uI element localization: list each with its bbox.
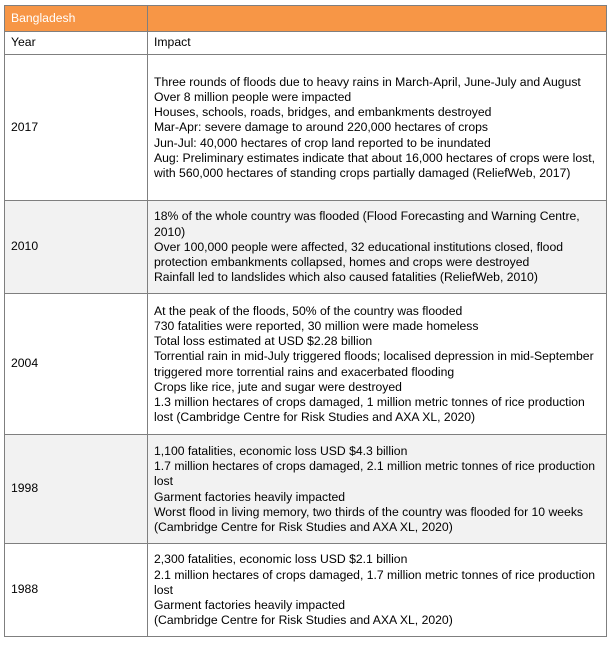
impact-line: Torrential rain in mid-July triggered floods; localised depression in mid-September triggered more torrential rains and exacerbated flooding xyxy=(154,349,594,379)
column-header-year: Year xyxy=(5,32,148,55)
table-row xyxy=(5,55,607,201)
impact-line: Aug: Preliminary estimates indicate that about 16,000 hectares of crops were lost, with 560,000 hectares of standing crops partially damaged (ReliefWeb, 2017) xyxy=(154,150,596,180)
impact-line: 1.7 million hectares of crops damaged, 2.1 million metric tonnes of rice production lost xyxy=(154,459,595,489)
impact-line: Jun-Jul: 40,000 hectares of crop land reported to be inundated xyxy=(154,135,491,150)
impact-line: 1.3 million hectares of crops damaged, 1 million metric tonnes of rice production lost (Cambridge Centre for Risk Studies and AXA XL, 2020) xyxy=(154,394,585,425)
table-row xyxy=(5,294,607,435)
impact-line: Mar-Apr: severe damage to around 220,000 hectares of crops xyxy=(154,120,488,135)
impact-cell xyxy=(148,201,607,294)
impact-line: Rainfall led to landslides which also caused fatalities (ReliefWeb, 2010) xyxy=(154,270,538,285)
impact-line: 730 fatalities were reported, 30 million were made homeless xyxy=(154,318,479,333)
impact-cell xyxy=(148,544,607,637)
impact-cell xyxy=(148,294,607,435)
impact-line: Three rounds of floods due to heavy rains in March-April, June-July and August xyxy=(154,74,581,89)
table-title: Bangladesh xyxy=(5,6,148,32)
impact-line: 1,100 fatalities, economic loss USD $4.3 billion xyxy=(154,443,408,458)
impact-line: 2.1 million hectares of crops damaged, 1.7 million metric tonnes of rice production lost xyxy=(154,567,595,597)
impact-line: Garment factories heavily impacted xyxy=(154,489,346,504)
table-row xyxy=(5,201,607,294)
table-header-row xyxy=(5,32,607,55)
year-cell: 2004 xyxy=(5,294,148,435)
year-cell: 1988 xyxy=(5,544,148,637)
impact-line: (Cambridge Centre for Risk Studies and AXA XL, 2020) xyxy=(154,613,453,628)
impact-line: Total loss estimated at USD $2.28 billion xyxy=(154,334,373,349)
impact-line: (Cambridge Centre for Risk Studies and AXA XL, 2020) xyxy=(154,519,453,534)
table-row xyxy=(5,544,607,637)
impact-line: Houses, schools, roads, bridges, and embankments destroyed xyxy=(154,105,492,120)
impact-line: 18% of the whole country was flooded (Flood Forecasting and Warning Centre, 2010) xyxy=(154,209,580,239)
impact-line: Crops like rice, jute and sugar were destroyed xyxy=(154,379,402,394)
impact-line: Over 8 million people were impacted xyxy=(154,89,352,104)
impact-line: Over 100,000 people were affected, 32 educational institutions closed, flood protection embankments collapsed, homes and crops were destroyed xyxy=(154,239,564,270)
table-title-row xyxy=(5,6,607,32)
table-body xyxy=(5,6,607,637)
impact-line: Worst flood in living memory, two thirds of the country was flooded for 10 weeks xyxy=(154,504,584,519)
table-row xyxy=(5,435,607,544)
flood-impact-table xyxy=(4,5,607,637)
impact-line: 2,300 fatalities, economic loss USD $2.1 billion xyxy=(154,552,408,567)
year-cell: 2010 xyxy=(5,201,148,294)
year-cell: 2017 xyxy=(5,55,148,201)
impact-cell xyxy=(148,55,607,201)
impact-line: Garment factories heavily impacted xyxy=(154,598,346,613)
impact-cell xyxy=(148,435,607,544)
year-cell: 1998 xyxy=(5,435,148,544)
column-header-impact: Impact xyxy=(148,32,607,55)
table-title-filler xyxy=(148,6,607,32)
impact-line: At the peak of the floods, 50% of the country was flooded xyxy=(154,303,463,318)
